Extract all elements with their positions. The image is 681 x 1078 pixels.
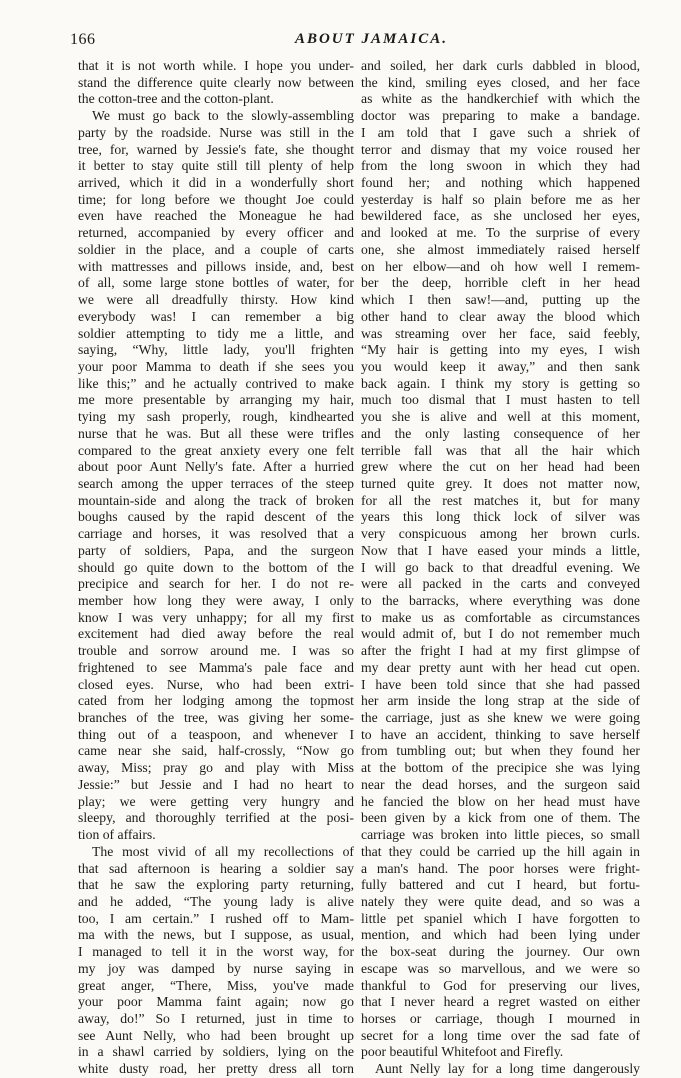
text-line: been given by a kick from one of them. The [361, 810, 640, 826]
text-line: excitement had died away before the real [78, 626, 354, 642]
text-line: ma with the news, but I suppose, as usual, [78, 927, 354, 943]
text-line: carriage was broken into little pieces, so small [361, 827, 640, 843]
text-line: to the barracks, where everything was done [361, 593, 640, 608]
text-line: which I then saw!—and, putting up the [361, 292, 640, 308]
text-line: that sad afternoon is hearing a soldier say [78, 860, 354, 876]
text-line: was streaming over her face, said feebly, [361, 325, 640, 341]
text-line: very conspicuous among her brown curls. [361, 526, 640, 542]
text-line: I managed to tell it in the worst way, for [78, 944, 354, 960]
text-line: your poor Mamma to death if she sees you [78, 358, 354, 374]
text-line: tree, for, warned by Jessie's fate, she thought [78, 141, 354, 157]
text-line: and the only lasting consequence of her [361, 425, 640, 441]
text-line: too, I am certain.” I rushed off to Mam- [78, 910, 354, 926]
text-line: cated from her lodging among the topmost [78, 693, 354, 709]
text-line: of all, some large stone bottles of water, for [78, 275, 354, 291]
text-line: I have been told since that she had passed [361, 676, 640, 692]
text-line: search among the upper terraces of the steep [78, 475, 354, 491]
text-line: precipice and search for her. I do not re- [78, 576, 354, 592]
text-line: nately they were quite dead, and so was a [361, 893, 640, 909]
text-line: from the long swoon in which they had [361, 158, 640, 174]
text-line: Jessie:” but Jessie and I had no heart to [78, 776, 354, 792]
text-line: he fancied the blow on her head must have [361, 793, 640, 809]
text-line: tion of affairs. [78, 827, 156, 843]
text-line: sleepy, and thoroughly terrified at the posi- [78, 810, 354, 826]
text-line: near the dead horses, and the surgeon said [361, 776, 640, 792]
text-line: would admit of, but I do not remember much [361, 626, 640, 642]
text-line: The most vivid of all my recollections of [92, 843, 354, 859]
text-line: that they could be carried up the hill again in [361, 843, 640, 859]
text-line: We must go back to the slowly-assembling [92, 108, 354, 124]
text-line: know I was very unhappy; for all my first [78, 609, 354, 625]
text-line: secret for a long time over the sad fate of [361, 1027, 640, 1043]
text-line: years this long thick lock of silver was [361, 509, 640, 525]
text-line: trouble and sorrow around me. I was so [78, 643, 354, 659]
text-line: saying, “Why, little lady, you'll frighten [78, 342, 354, 358]
text-line: we were all dreadfully thirsty. How kind [78, 292, 354, 308]
text-line: ber the deep, horrible cleft in her head [361, 275, 640, 291]
text-line: other hand to clear away the blood which [361, 308, 640, 324]
text-line: your poor Mamma faint again; now go [78, 994, 354, 1010]
text-line: member how long they were away, I only [78, 593, 354, 608]
text-line: mountain-side and along the track of broken [78, 492, 354, 508]
text-line: horses or carriage, though I mourned in [361, 1010, 640, 1026]
text-line: should go quite down to the bottom of the [78, 559, 354, 575]
text-line: the box-seat during the journey. Our own [361, 944, 640, 960]
text-line: bewildered face, as she unclosed her eyes, [361, 208, 640, 224]
text-line: came near she said, half-crossly, “Now go [78, 743, 354, 759]
text-line: the kind, smiling eyes closed, and her face [361, 74, 640, 90]
text-line: it better to stay quite still till plenty of help [78, 158, 354, 174]
text-line: my joy was damped by nurse saying in [78, 960, 354, 976]
text-line: with mattresses and pillows inside, and, best [78, 258, 354, 274]
text-line: soldier attempting to tidy me a little, and [78, 325, 354, 341]
text-line: play; we were getting very hungry and [78, 793, 354, 809]
text-line: great anger, “There, Miss, you've made [78, 977, 354, 993]
text-line: away, Miss; pray go and play with Miss [78, 760, 354, 776]
text-line: compared to the great anxiety every one felt [78, 442, 354, 458]
text-line: tying my sash properly, rough, kindhearted [78, 409, 354, 425]
text-line: her arm inside the long strap at the side of [361, 693, 640, 709]
text-line: party by the roadside. Nurse was still in the [78, 124, 354, 140]
text-line: carriage and horses, it was resolved that a [78, 526, 354, 542]
text-line: that it is not worth while. I hope you under- [78, 58, 354, 73]
text-line: from tumbling out; but when they found her [361, 743, 640, 759]
text-line: terror and dismay that my voice roused her [361, 141, 640, 157]
text-line: me more presentable by arranging my hair, [78, 392, 354, 408]
text-line: even have reached the Moneague he had [78, 208, 354, 224]
text-line: were all packed in the carts and conveyed [361, 576, 640, 592]
text-line: escape was so marvellous, and we were so [361, 960, 640, 976]
text-line: turned quite grey. It does not matter now, [361, 475, 640, 491]
text-line: to have an accident, thinking to save herself [361, 726, 640, 742]
text-line: time; for long before we thought Joe could [78, 191, 354, 207]
text-line: a man's hand. The poor horses were fright- [361, 860, 640, 876]
text-line: the carriage, just as she knew we were going [361, 710, 640, 726]
text-line: white dusty road, her pretty dress all torn [78, 1061, 354, 1077]
text-line: branches of the tree, was giving her some- [78, 710, 354, 726]
text-line: found her; and nothing which happened [361, 175, 640, 191]
text-line: you would keep it away,” and then sank [361, 358, 640, 374]
text-line: and he added, “The young lady is alive [78, 893, 354, 909]
text-line: and soiled, her dark curls dabbled in blood, [361, 58, 640, 73]
text-line: much too dismal that I must hasten to tell [361, 392, 640, 408]
text-line: I am told that I gave such a shriek of [361, 124, 640, 140]
text-line: arrived, which it did in a wonderfully short [78, 175, 354, 191]
text-line: boughs caused by the rapid descent of the [78, 509, 354, 525]
page-header [70, 31, 623, 51]
text-line: thankful to God for preserving our lives, [361, 977, 640, 993]
text-line: nurse that he was. But all these were trifles [78, 425, 354, 441]
text-line: that he saw the exploring party returning, [78, 877, 354, 893]
text-line: see Aunt Nelly, who had been brought up [78, 1027, 354, 1043]
text-line: on her elbow—and oh how well I remem- [361, 258, 640, 274]
text-line: party of soldiers, Papa, and the surgeon [78, 542, 354, 558]
text-column-left [78, 58, 354, 1078]
text-column-right [361, 58, 640, 1078]
text-line: to make us as comfortable as circumstances [361, 609, 640, 625]
text-line: my dear pretty aunt with her head cut open. [361, 659, 640, 675]
text-line: in a shawl carried by soldiers, lying on the [78, 1044, 354, 1060]
text-line: Now that I have eased your minds a little, [361, 542, 640, 558]
text-line: little pet spaniel which I have forgotten to [361, 910, 640, 926]
page-number: 166 [70, 31, 96, 48]
text-line: returned, accompanied by every officer and [78, 225, 354, 241]
text-line: Aunt Nelly lay for a long time dangerously [375, 1061, 640, 1077]
text-line: frightened to see Mamma's pale face and [78, 659, 354, 675]
text-line: terrible fall was that all the hair which [361, 442, 640, 458]
text-line: thing out of a teaspoon, and whenever I [78, 726, 354, 742]
text-line: everybody was! I can remember a big [78, 308, 354, 324]
text-line: like this;” and he actually contrived to make [78, 375, 354, 391]
text-line: soldier in the place, and a couple of carts [78, 241, 354, 257]
text-line: doctor was preparing to make a bandage. [361, 108, 640, 124]
text-line: that I never heard a regret wasted on either [361, 994, 640, 1010]
text-line: about poor Aunt Nelly's fate. After a hurried [78, 459, 354, 475]
text-line: the cotton-tree and the cotton-plant. [78, 91, 274, 107]
text-line: I will go back to that dreadful evening. We [361, 559, 640, 575]
text-line: yesterday is half so plain before me as her [361, 191, 640, 207]
text-line: and looked at me. To the surprise of every [361, 225, 640, 241]
text-line: as white as the handkerchief with which the [361, 91, 640, 107]
text-line: after the fright I had at my first glimpse of [361, 643, 640, 659]
text-line: fully battered and cut I heard, but fortu- [361, 877, 640, 893]
text-line: mention, and which had been lying under [361, 927, 640, 943]
text-line: you she is alive and well at this moment, [361, 409, 640, 425]
text-line: one, she almost immediately raised herself [361, 241, 640, 257]
text-line: “My hair is getting into my eyes, I wish [361, 342, 640, 358]
text-line: away, do!” So I returned, just in time to [78, 1010, 354, 1026]
text-line: for all the rest matches it, but for many [361, 492, 640, 508]
text-line: poor beautiful Whitefoot and Firefly. [361, 1044, 564, 1060]
text-line: stand the difference quite clearly now between [78, 74, 354, 90]
running-head: ABOUT JAMAICA. [294, 31, 449, 47]
text-line: grew where the cut on her head had been [361, 459, 640, 475]
text-line: back again. I think my story is getting so [361, 375, 640, 391]
text-line: at the bottom of the precipice she was lying [361, 760, 640, 776]
text-line: closed eyes. Nurse, who had been extri- [78, 676, 354, 692]
